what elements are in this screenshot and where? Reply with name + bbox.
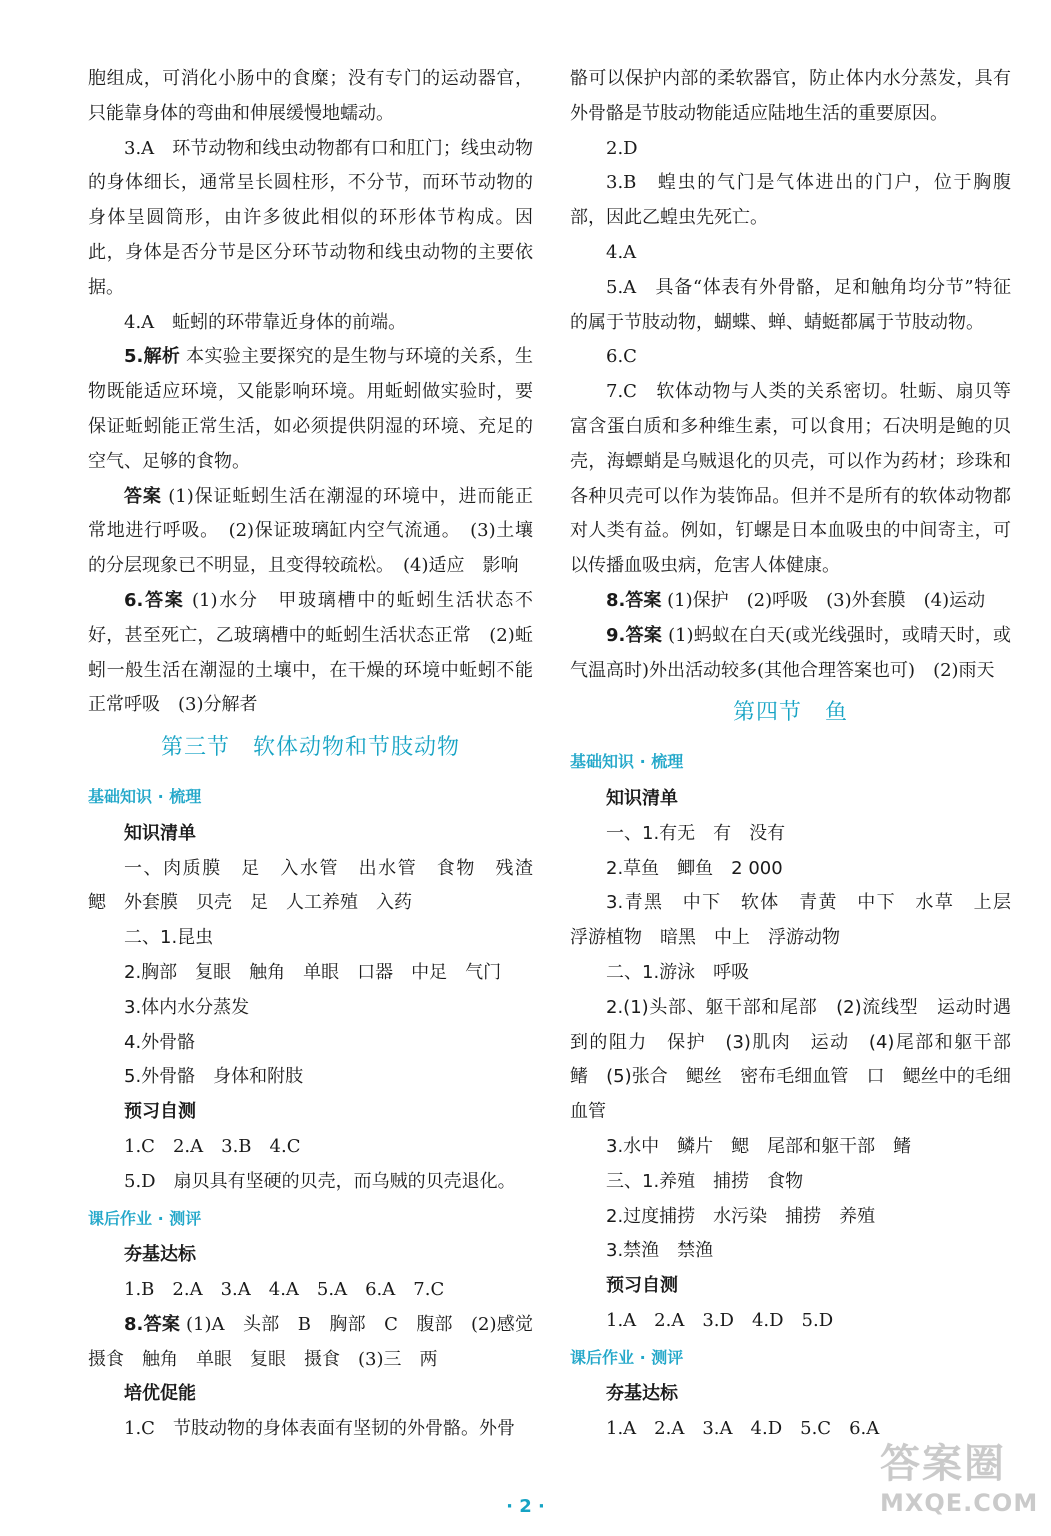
answer-8 <box>88 1308 551 1378</box>
answer-6: 6.C <box>606 346 637 368</box>
answer-3: 3.B 蝗虫的气门是气体进出的门户，位于胸腹部，因此乙蝗虫先死亡。 <box>570 172 1011 229</box>
left-column <box>88 62 551 1447</box>
analysis-label: 5.解析 <box>124 346 181 368</box>
knowledge-item: 5.外骨骼 身体和附肢 <box>124 1066 304 1088</box>
analysis-text: 本实验主要探究的是生物与环境的关系，生物既能适应环境，又能影响环境。用蚯蚓做实验时，要保证蚯蚓能正常生活，如必须提供阴湿的环境、充足的空气、足够的食物。 <box>88 346 533 472</box>
paragraph-continuation: 胞组成，可消化小肠中的食糜；没有专门的运动器官，只能靠身体的弯曲和伸展缓慢地蠕动。 <box>88 68 533 124</box>
preview-test-heading: 预习自测 <box>124 1101 196 1123</box>
knowledge-item: 2.(1)头部、躯干部和尾部 (2)流线型 运动时遇到的阻力 保护 (3)肌肉 运动 (4)尾部和躯干部 鳍 (5)张合 鳃丝 密布毛细血管 口 鳃丝中的毛细血管 <box>570 996 1029 1123</box>
preview-answers: 5.D 扇贝具有坚硬的贝壳，而乌贼的贝壳退化。 <box>124 1170 516 1192</box>
subsection-homework: 课后作业 · 测评 <box>570 1347 684 1367</box>
answer-5: 5.A 具备“体表有外骨骼，足和触角均分节”特征的属于节肢动物，蝴蝶、蝉、蜻蜓都属于节肢动物。 <box>570 276 1011 333</box>
answer-8 <box>570 584 1011 619</box>
knowledge-item: 二、1.昆虫 <box>124 927 214 949</box>
answer-label: 8.答案 <box>606 589 662 611</box>
knowledge-item: 3.体内水分蒸发 <box>124 996 250 1018</box>
answer-7: 7.C 软体动物与人类的关系密切。牡蛎、扇贝等富含蛋白质和多种维生素，可以食用；石决明是鲍的贝壳，海螵蛸是乌贼退化的贝壳，可以作为药材；珍珠和各种贝壳可以作为装饰品。但并不是所有的软体动物都对人类有益。例如，钉螺是日本血吸虫的中间寄主，可以传播血吸虫病，危害人体健康。 <box>570 381 1011 577</box>
knowledge-item: 2.胸部 复眼 触角 单眼 口器 中足 气门 <box>124 961 502 983</box>
answer-text: (1)A 头部 B 胸部 C 腹部 (2)感觉 摄食 触角 单眼 复眼 摄食 (3)三 两 <box>88 1313 551 1370</box>
answer-label: 答案 <box>124 485 162 507</box>
paragraph-continuation: 骼可以保护内部的柔软器官，防止体内水分蒸发，具有外骨骼是节肢动物能适应陆地生活的重要原因。 <box>570 68 1011 124</box>
section-title: 第四节 鱼 <box>732 700 848 726</box>
answer-3: 3.A 环节动物和线虫动物都有口和肛门；线虫动物的身体细长，通常呈长圆柱形，不分节，而环节动物的身体呈圆筒形，由许多彼此相似的环形体节构成。因此，身体是否分节是区分环节动物和线虫动物的主要依据。 <box>88 137 533 298</box>
watermark-logo <box>880 1440 1040 1528</box>
knowledge-item: 3.水中 鳞片 鳃 尾部和躯干部 鳍 <box>606 1135 912 1157</box>
answer-text: (1)蚂蚁在白天(或光线强时，或晴天时，或气温高时)外出活动较多(其他合理答案也可) (2)雨天 <box>570 624 1011 681</box>
knowledge-list-heading: 知识清单 <box>124 822 196 844</box>
right-column <box>570 62 1029 1447</box>
answer-4: 4.A 蚯蚓的环带靠近身体的前端。 <box>124 311 407 333</box>
answer-text: (1)水分 甲玻璃槽中的蚯蚓生活状态不好，甚至死亡，乙玻璃槽中的蚯蚓生活状态正常 (2)蚯蚓一般生活在潮湿的土壤中，在干燥的环境中蚯蚓不能正常呼吸 (3)分解者 <box>88 589 533 716</box>
knowledge-list-heading: 知识清单 <box>606 787 678 809</box>
answer-label: 8.答案 <box>124 1313 181 1335</box>
answer-4: 4.A <box>606 241 637 263</box>
answer-6 <box>88 584 533 723</box>
knowledge-item: 3.青黑 中下 软体 青黄 中下 水草 上层 浮游植物 暗黑 中上 浮游动物 <box>570 892 1029 949</box>
subsection-basic-knowledge: 基础知识 · 梳理 <box>570 752 684 772</box>
subsection-homework: 课后作业 · 测评 <box>88 1208 202 1228</box>
answer-label: 6.答案 <box>124 589 185 611</box>
answer-5-key <box>88 480 533 584</box>
section-title: 第三节 软体动物和节肢动物 <box>160 735 460 761</box>
answer-text: (1)保证蚯蚓生活在潮湿的环境中，进而能正常地进行呼吸。 (2)保证玻璃缸内空气流通。 (3)土壤的分层现象已不明显，且变得较疏松。 (4)适应 影响 <box>88 485 534 577</box>
foundation-heading: 夯基达标 <box>124 1244 196 1266</box>
knowledge-item: 3.禁渔 禁渔 <box>606 1240 714 1262</box>
preview-answers: 1.A 2.A 3.D 4.D 5.D <box>606 1309 834 1331</box>
foundation-heading: 夯基达标 <box>606 1383 678 1405</box>
subsection-basic-knowledge: 基础知识 · 梳理 <box>88 786 202 806</box>
answer-9 <box>570 619 1011 689</box>
answer-5 <box>88 340 533 479</box>
advanced-heading: 培优促能 <box>124 1383 196 1405</box>
preview-answers: 1.C 2.A 3.B 4.C <box>124 1135 301 1157</box>
knowledge-item: 三、1.养殖 捕捞 食物 <box>606 1170 804 1192</box>
page-number: · 2 · <box>506 1496 545 1517</box>
knowledge-item: 2.过度捕捞 水污染 捕捞 养殖 <box>606 1205 876 1227</box>
preview-test-heading: 预习自测 <box>606 1275 678 1297</box>
knowledge-item: 4.外骨骼 <box>124 1031 196 1053</box>
knowledge-item: 一、1.有无 有 没有 <box>606 822 786 844</box>
foundation-answers: 1.B 2.A 3.A 4.A 5.A 6.A 7.C <box>124 1279 445 1301</box>
advanced-answer-1: 1.C 节肢动物的身体表面有坚韧的外骨骼。外骨 <box>124 1418 515 1440</box>
answer-label: 9.答案 <box>606 624 663 646</box>
knowledge-item: 2.草鱼 鲫鱼 2 000 <box>606 857 783 879</box>
knowledge-item: 一、肉质膜 足 入水管 出水管 食物 残渣 鳃 外套膜 贝壳 足 人工养殖 入药 <box>88 857 551 914</box>
knowledge-item: 二、1.游泳 呼吸 <box>606 961 750 983</box>
watermark-url: MXQE.COM <box>880 1489 1039 1517</box>
answer-text: (1)保护 (2)呼吸 (3)外套膜 (4)运动 <box>667 589 986 611</box>
watermark-text: 答案圈 <box>880 1441 1006 1487</box>
foundation-answers: 1.A 2.A 3.A 4.D 5.C 6.A <box>606 1418 880 1440</box>
answer-2: 2.D <box>606 137 638 159</box>
